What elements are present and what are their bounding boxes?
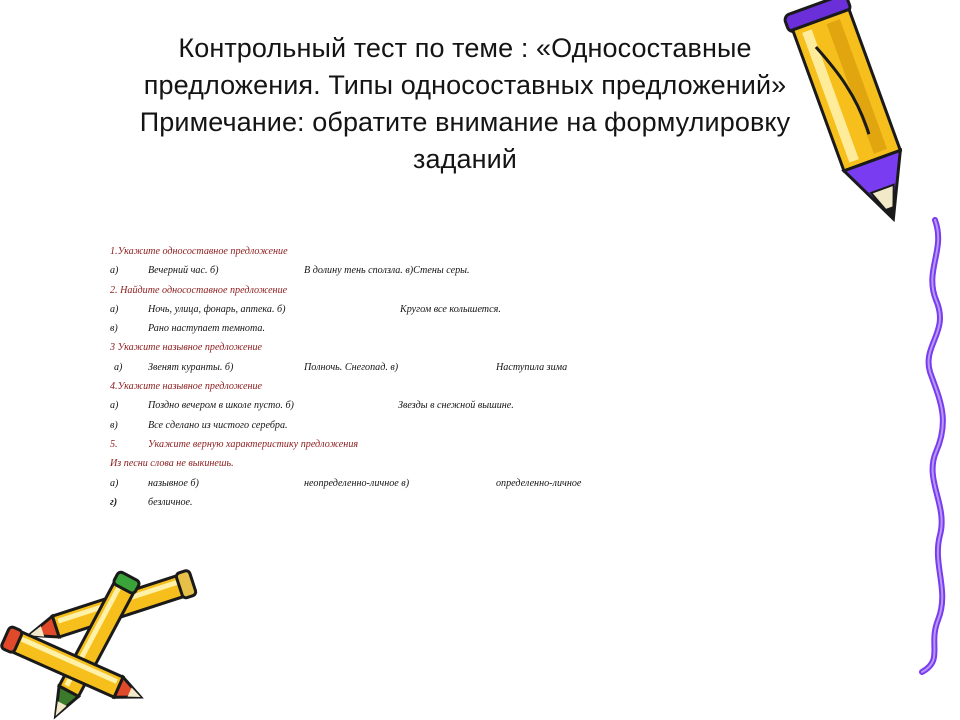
option-marker: в) bbox=[110, 418, 118, 431]
option-text: Ночь, улица, фонарь, аптека. б) bbox=[148, 302, 286, 315]
title-line-4: заданий bbox=[413, 144, 517, 174]
option-text: определенно-личное bbox=[496, 476, 582, 489]
question-4 bbox=[110, 377, 670, 396]
title-line-1: Контрольный тест по теме : «Односоставные bbox=[178, 33, 752, 63]
question-1-text: 1.Укажите односоставное предложение bbox=[110, 245, 288, 257]
option-marker: а) bbox=[110, 264, 119, 277]
option-marker: а) bbox=[110, 399, 119, 412]
question-3-text: 3 Укажите назывное предложение bbox=[110, 341, 263, 354]
slide-title bbox=[40, 30, 890, 178]
title-line-2: предложения. Типы односоставных предложений» bbox=[143, 70, 787, 100]
question-2 bbox=[110, 281, 670, 300]
question-4-text: 4.Укажите назывное предложение bbox=[110, 380, 263, 393]
option-text: Наступила зима bbox=[496, 360, 568, 373]
question-5-sentence bbox=[110, 454, 670, 473]
question-5-number: 5. bbox=[110, 437, 118, 450]
question-5-options bbox=[110, 474, 670, 493]
option-text: Рано наступает темнота. bbox=[148, 322, 266, 335]
option-marker: а) bbox=[114, 360, 123, 373]
option-text: Вечерний час. б) bbox=[148, 264, 219, 277]
option-text: Поздно вечером в школе пусто. б) bbox=[148, 399, 294, 412]
question-4-options-2 bbox=[110, 416, 670, 435]
question-4-options bbox=[110, 396, 670, 415]
option-marker: а) bbox=[110, 302, 119, 315]
question-2-options bbox=[110, 300, 670, 319]
pencils-crossed-icon bbox=[0, 570, 196, 720]
question-1-options bbox=[110, 261, 670, 280]
option-marker: г) bbox=[110, 495, 118, 508]
option-text: Все сделано из чистого серебра. bbox=[148, 418, 288, 431]
question-3-options bbox=[110, 358, 670, 377]
question-5 bbox=[110, 435, 670, 454]
question-1 bbox=[110, 242, 670, 261]
option-text: назывное б) bbox=[148, 476, 199, 489]
test-questions bbox=[110, 242, 670, 512]
question-5-options-2 bbox=[110, 493, 670, 512]
option-text: Кругом все колышется. bbox=[400, 302, 501, 315]
title-line-3: Примечание: обратите внимание на формулировку bbox=[139, 107, 791, 137]
option-text: безличное. bbox=[148, 495, 193, 508]
option-text: Звенят куранты. б) bbox=[148, 360, 234, 373]
question-2-options-2 bbox=[110, 319, 670, 338]
question-5-sentence-text: Из песни слова не выкинешь. bbox=[110, 457, 234, 470]
question-2-text: 2. Найдите односоставное предложение bbox=[110, 283, 288, 296]
option-marker: в) bbox=[110, 322, 118, 335]
option-text: неопределенно-личное в) bbox=[304, 476, 410, 489]
question-5-text: Укажите верную характеристику предложения bbox=[148, 437, 359, 450]
question-3 bbox=[110, 338, 670, 357]
option-text: В долину тень сползла. в)Стены серы. bbox=[304, 264, 470, 277]
option-marker: а) bbox=[110, 476, 119, 489]
option-text: Звезды в снежной вышине. bbox=[398, 399, 514, 412]
option-text: Полночь. Снегопад. в) bbox=[304, 360, 399, 373]
